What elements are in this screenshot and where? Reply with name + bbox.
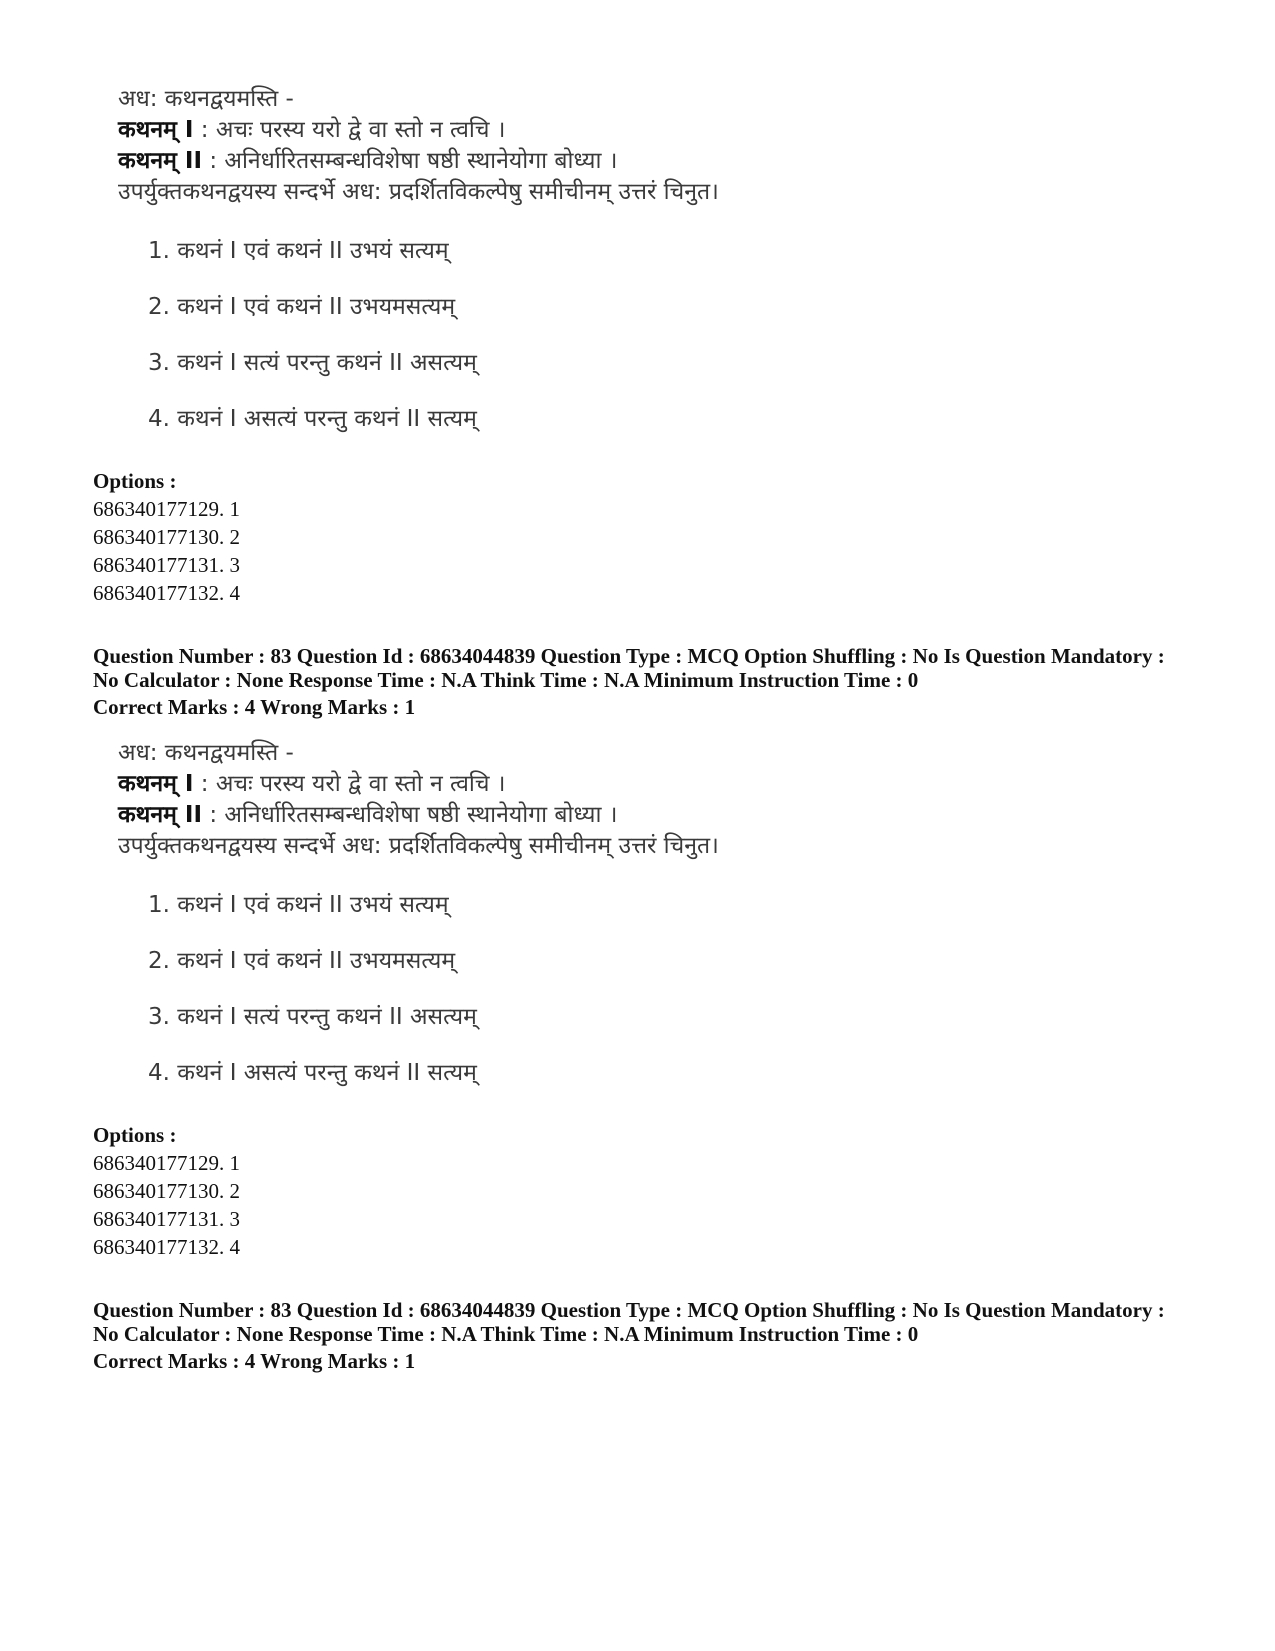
question-meta-line-3: Correct Marks : 4 Wrong Marks : 1 bbox=[93, 1349, 416, 1373]
option-id: 686340177130. 2 bbox=[93, 1179, 240, 1203]
question-meta-line-2: No Calculator : None Response Time : N.A Think Time : N.A Minimum Instruction Time : 0 bbox=[93, 668, 919, 692]
option-id: 686340177131. 3 bbox=[93, 1207, 240, 1231]
choice-3: 3. कथनं I सत्यं परन्तु कथनं II असत्यम् bbox=[148, 1004, 477, 1030]
choice-2: 2. कथनं I एवं कथनं II उभयमसत्यम् bbox=[148, 948, 456, 974]
option-id: 686340177129. 1 bbox=[93, 497, 240, 521]
statement-1 bbox=[118, 115, 506, 145]
question-meta-line-1: Question Number : 83 Question Id : 68634044839 Question Type : MCQ Option Shuffling : No Is Question Mandatory : bbox=[93, 644, 1165, 668]
choice-3: 3. कथनं I सत्यं परन्तु कथनं II असत्यम् bbox=[148, 350, 477, 376]
options-label: Options : bbox=[93, 469, 177, 493]
question-meta-line-1: Question Number : 83 Question Id : 68634044839 Question Type : MCQ Option Shuffling : No Is Question Mandatory : bbox=[93, 1298, 1165, 1322]
choice-4: 4. कथनं I असत्यं परन्तु कथनं II सत्यम् bbox=[148, 1060, 477, 1086]
option-id: 686340177132. 4 bbox=[93, 581, 240, 605]
statement-1-label: कथनम् I bbox=[118, 771, 194, 797]
options-label: Options : bbox=[93, 1123, 177, 1147]
option-id: 686340177131. 3 bbox=[93, 553, 240, 577]
question-instruction: उपर्युक्तकथनद्वयस्य सन्दर्भे अध: प्रदर्शितविकल्पेषु समीचीनम् उत्तरं चिनुत। bbox=[118, 833, 719, 859]
question-meta-line-3: Correct Marks : 4 Wrong Marks : 1 bbox=[93, 695, 416, 719]
statement-2-text: : अनिर्धारितसम्बन्धविशेषा षष्ठी स्थानेयोगा बोध्या । bbox=[209, 148, 618, 174]
statement-1-text: : अचः परस्य यरो द्वे वा स्तो न त्वचि । bbox=[200, 771, 506, 797]
statement-2 bbox=[118, 800, 617, 830]
option-id: 686340177130. 2 bbox=[93, 525, 240, 549]
statement-2-text: : अनिर्धारितसम्बन्धविशेषा षष्ठी स्थानेयोगा बोध्या । bbox=[209, 802, 618, 828]
choice-1: 1. कथनं I एवं कथनं II उभयं सत्यम् bbox=[148, 238, 449, 264]
statement-2-label: कथनम् II bbox=[118, 148, 203, 174]
question-instruction: उपर्युक्तकथनद्वयस्य सन्दर्भे अध: प्रदर्शितविकल्पेषु समीचीनम् उत्तरं चिनुत। bbox=[118, 179, 719, 205]
option-id: 686340177129. 1 bbox=[93, 1151, 240, 1175]
question-meta-line-2: No Calculator : None Response Time : N.A Think Time : N.A Minimum Instruction Time : 0 bbox=[93, 1322, 919, 1346]
choice-4: 4. कथनं I असत्यं परन्तु कथनं II सत्यम् bbox=[148, 406, 477, 432]
choice-2: 2. कथनं I एवं कथनं II उभयमसत्यम् bbox=[148, 294, 456, 320]
question-image bbox=[118, 738, 838, 1098]
statement-1-label: कथनम् I bbox=[118, 117, 194, 143]
question-intro: अध: कथनद्वयमस्ति - bbox=[118, 86, 294, 112]
question-intro: अध: कथनद्वयमस्ति - bbox=[118, 740, 294, 766]
statement-2-label: कथनम् II bbox=[118, 802, 203, 828]
statement-1 bbox=[118, 769, 506, 799]
choice-1: 1. कथनं I एवं कथनं II उभयं सत्यम् bbox=[148, 892, 449, 918]
statement-2 bbox=[118, 146, 617, 176]
statement-1-text: : अचः परस्य यरो द्वे वा स्तो न त्वचि । bbox=[200, 117, 506, 143]
option-id: 686340177132. 4 bbox=[93, 1235, 240, 1259]
question-image bbox=[118, 84, 838, 444]
